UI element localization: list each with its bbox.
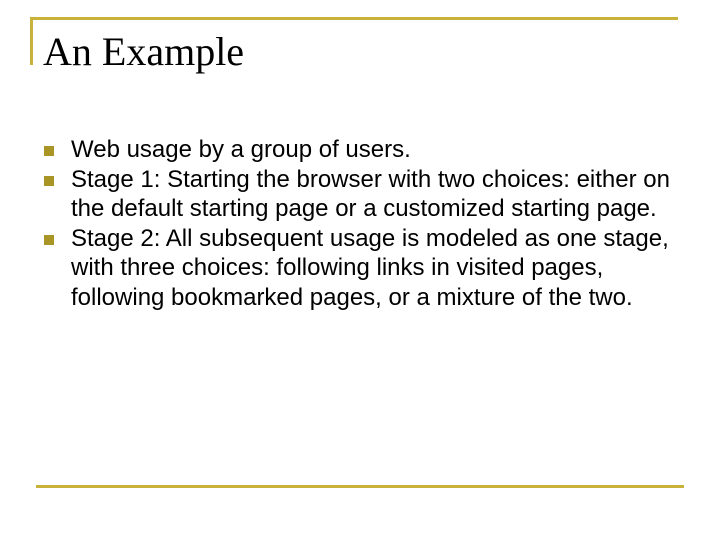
bullet-text: Stage 1: Starting the browser with two choices: either on the default starting page or a customized starting page. <box>71 165 670 222</box>
bullet-item <box>44 165 684 224</box>
left-rule <box>30 17 33 65</box>
square-bullet-icon <box>44 235 54 245</box>
bottom-rule <box>36 485 684 488</box>
slide-title: An Example <box>43 29 245 74</box>
bullet-item <box>44 135 684 165</box>
bullet-list <box>44 135 684 312</box>
bullet-item <box>44 224 684 313</box>
bullet-text: Web usage by a group of users. <box>71 136 411 163</box>
top-rule <box>30 17 678 20</box>
square-bullet-icon <box>44 146 54 156</box>
square-bullet-icon <box>44 176 54 186</box>
bullet-text: Stage 2: All subsequent usage is modeled as one stage, with three choices: following links in visited pages, following bookmarked pages, or a mixture of the two. <box>71 224 669 311</box>
